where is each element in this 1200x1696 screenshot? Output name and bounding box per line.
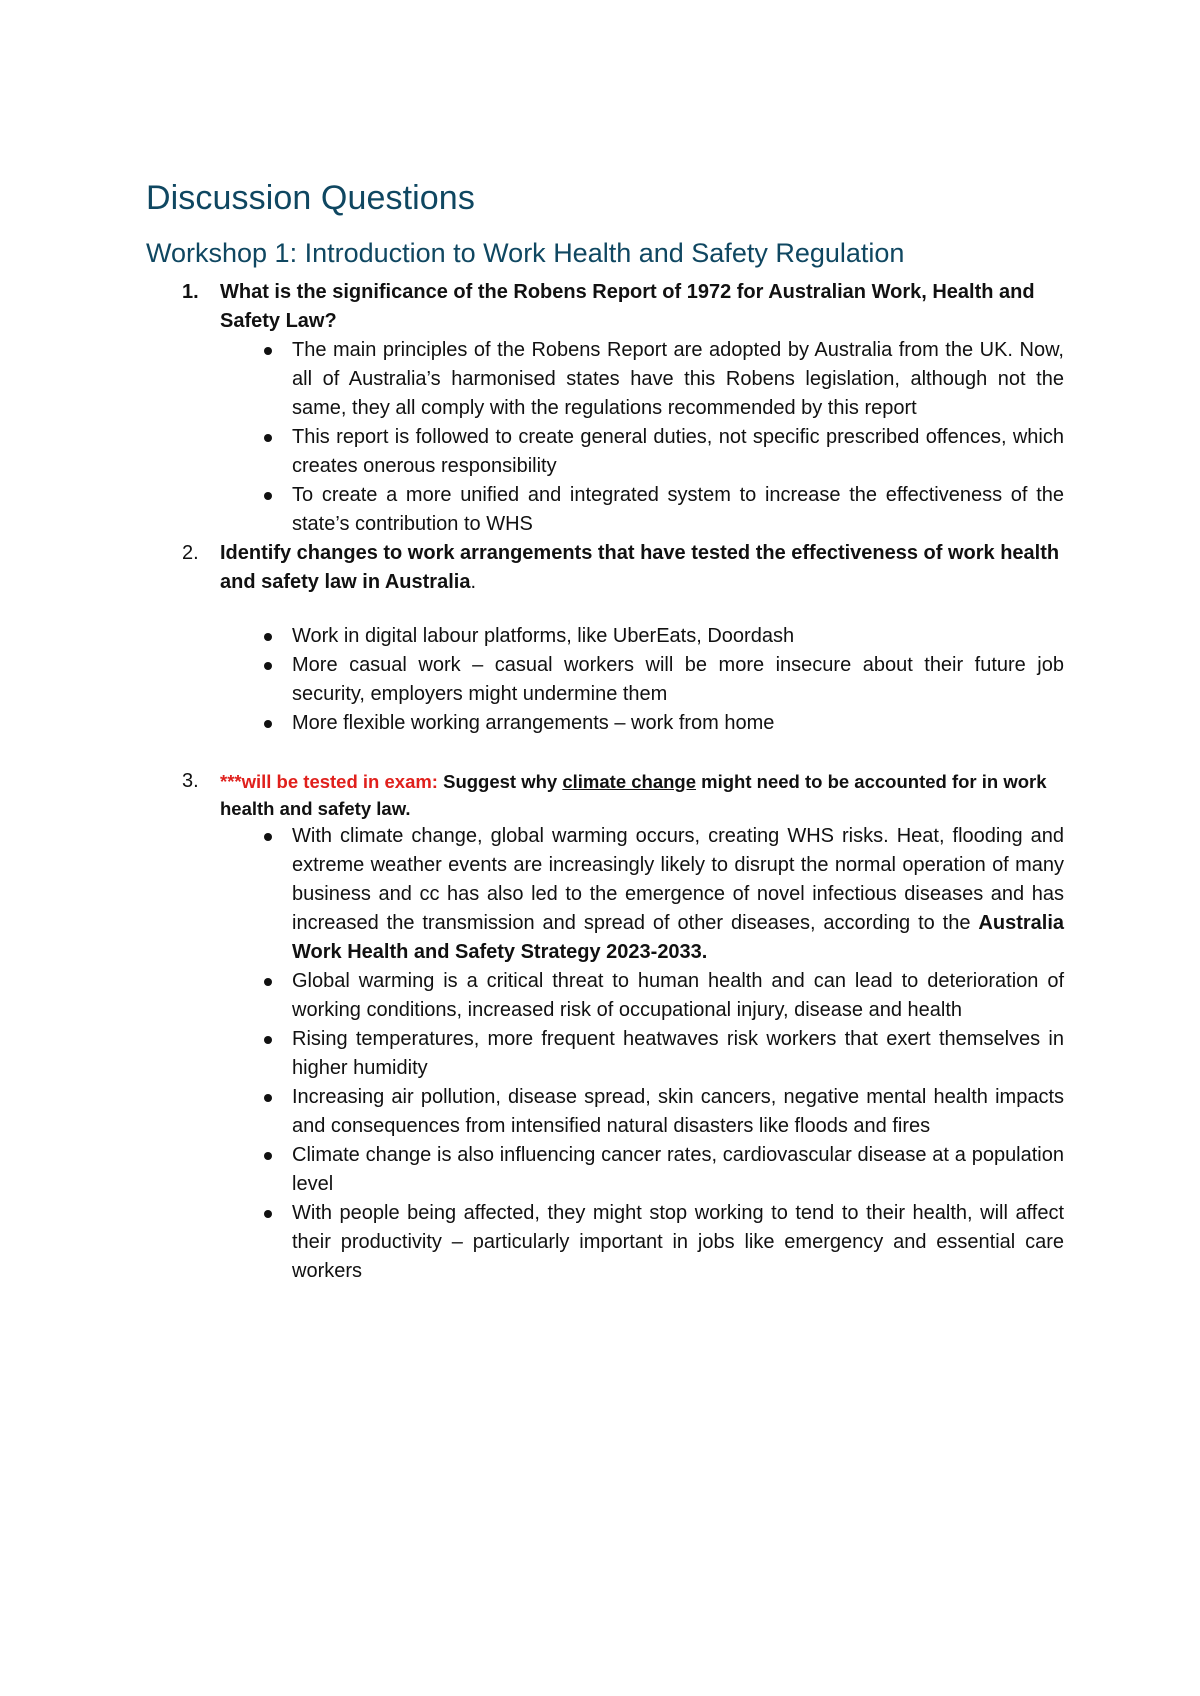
- list-item: [220, 336, 1064, 423]
- answer-list: [220, 622, 1064, 738]
- question-number: 1.: [182, 281, 199, 303]
- bullet-icon: [264, 978, 272, 986]
- bullet-icon: [264, 1036, 272, 1044]
- section-heading: Workshop 1: Introduction to Work Health and Safety Regulation: [146, 238, 905, 268]
- bullet-icon: [264, 720, 272, 728]
- answer-text: Work in digital labour platforms, like UberEats, Doordash: [292, 625, 795, 647]
- answer-text: Increasing air pollution, disease spread, skin cancers, negative mental health impacts and consequences from intensified natural disasters like floods and fires: [292, 1086, 1064, 1137]
- list-item: [220, 423, 1064, 481]
- list-item: [220, 1083, 1064, 1141]
- answer-text: [292, 822, 1064, 967]
- question-text: What is the significance of the Robens Report of 1972 for Australian Work, Health and Safety Law?: [220, 281, 1035, 332]
- question-2: [146, 539, 1064, 768]
- answer-text: Rising temperatures, more frequent heatwaves risk workers that exert themselves in higher humidity: [292, 1028, 1064, 1079]
- spacer: [220, 597, 1064, 622]
- list-item: [220, 1141, 1064, 1199]
- answer-text: With people being affected, they might stop working to tend to their health, will affect their productivity – particularly important in jobs like emergency and essential care workers: [292, 1202, 1064, 1282]
- answer-text: Global warming is a critical threat to human health and can lead to deterioration of working conditions, increased risk of occupational injury, disease and health: [292, 970, 1064, 1021]
- list-item: [220, 1199, 1064, 1286]
- question-text-part: might need to be accounted for in work health and safety law.: [220, 771, 1047, 819]
- list-item: [220, 481, 1064, 539]
- list-item: [220, 967, 1064, 1025]
- list-item: [220, 622, 1064, 651]
- question-text-underlined: climate change: [562, 771, 697, 792]
- bullet-icon: [264, 1094, 272, 1102]
- list-item: [220, 651, 1064, 709]
- answer-text: More flexible working arrangements – work from home: [292, 712, 775, 734]
- question-list: [146, 278, 1064, 1286]
- bullet-icon: [264, 1210, 272, 1218]
- question-text-period: .: [470, 571, 477, 593]
- list-item: [220, 822, 1064, 967]
- list-item: [220, 709, 1064, 738]
- bullet-icon: [264, 833, 272, 841]
- question-number: 3.: [182, 770, 199, 792]
- answer-text: To create a more unified and integrated system to increase the effectiveness of the state’s contribution to WHS: [292, 484, 1064, 535]
- question-number: 2.: [182, 542, 199, 564]
- document-content: [146, 176, 1064, 1286]
- spacer: [220, 738, 1064, 768]
- question-text-main: Identify changes to work arrangements that have tested the effectiveness of work health and safety law in Australia: [220, 542, 1060, 593]
- bullet-icon: [264, 347, 272, 355]
- bullet-icon: [264, 434, 272, 442]
- question-1: [146, 278, 1064, 539]
- answer-text: This report is followed to create general duties, not specific prescribed offences, which creates onerous responsibility: [292, 426, 1064, 477]
- exam-flag: ***will be tested in exam:: [220, 771, 438, 792]
- answer-list: [220, 336, 1064, 539]
- answer-text: Climate change is also influencing cancer rates, cardiovascular disease at a population level: [292, 1144, 1064, 1195]
- answer-text-part: With climate change, global warming occurs, creating WHS risks. Heat, flooding and extreme weather events are increasingly likely to disrupt the normal operation of many business and cc has also led to the emergence of novel infectious diseases and has increased the transmission and spread of other diseases, according to the: [292, 825, 1064, 934]
- bullet-icon: [264, 1152, 272, 1160]
- answer-text: More casual work – casual workers will be more insecure about their future job security, employers might undermine them: [292, 654, 1064, 705]
- question-text-part: Suggest why: [443, 771, 558, 792]
- answer-text-strong: Australia Work Health and Safety Strategy 2023-2033.: [292, 912, 1064, 963]
- question-text: [220, 768, 1064, 822]
- question-3: [146, 768, 1064, 1286]
- question-text: [220, 539, 1064, 597]
- bullet-icon: [264, 662, 272, 670]
- answer-text: The main principles of the Robens Report are adopted by Australia from the UK. Now, all of Australia’s harmonised states have this Robens legislation, although not the same, they all comply with the regulations recommended by this report: [292, 339, 1064, 419]
- bullet-icon: [264, 633, 272, 641]
- bullet-icon: [264, 492, 272, 500]
- page-title: Discussion Questions: [146, 179, 475, 217]
- list-item: [220, 1025, 1064, 1083]
- answer-list: [220, 822, 1064, 1286]
